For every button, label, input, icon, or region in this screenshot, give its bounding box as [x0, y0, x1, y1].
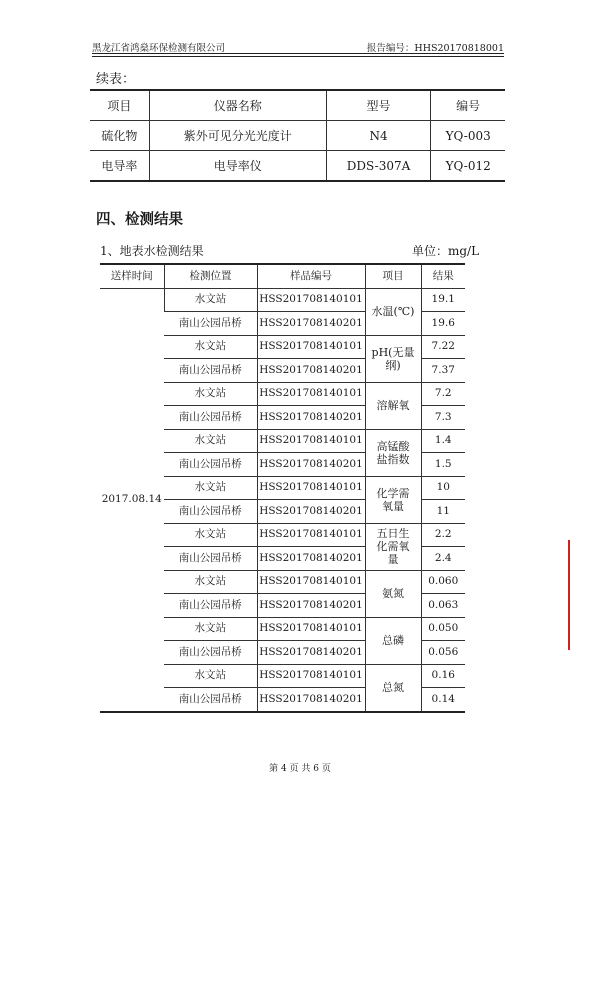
- location-cell: 南山公园吊桥: [164, 359, 257, 383]
- result-cell: 0.050: [421, 617, 465, 641]
- sample-id-cell: HSS201708140201: [257, 500, 365, 524]
- sample-id-cell: HSS201708140201: [257, 453, 365, 477]
- result-cell: 0.060: [421, 570, 465, 594]
- result-cell: 1.5: [421, 453, 465, 477]
- sample-id-cell: HSS201708140101: [257, 570, 365, 594]
- column-header: 项目: [107, 99, 132, 113]
- sample-id-cell: HSS201708140101: [257, 617, 365, 641]
- parameter-cell: 水温(℃): [365, 288, 421, 335]
- location-cell: 水文站: [164, 382, 257, 406]
- location-cell: 南山公园吊桥: [164, 312, 257, 336]
- location-cell: 南山公园吊桥: [164, 453, 257, 477]
- location-cell: 南山公园吊桥: [164, 594, 257, 618]
- sample-id-cell: HSS201708140101: [257, 664, 365, 688]
- sample-id-cell: HSS201708140101: [257, 288, 365, 312]
- parameter-cell: pH(无量纲): [365, 335, 421, 382]
- parameter-cell: 氨氮: [365, 570, 421, 617]
- table-cell: 硫化物: [90, 121, 149, 151]
- unit-label: 单位：mg/L: [412, 244, 480, 258]
- table-cell: 紫外可见分光光度计: [149, 121, 326, 151]
- column-header: 项目: [365, 264, 421, 288]
- table-row: [100, 288, 465, 312]
- table-cell: 电导率: [90, 151, 149, 182]
- location-cell: 水文站: [164, 476, 257, 500]
- location-cell: 水文站: [164, 523, 257, 547]
- location-cell: 南山公园吊桥: [164, 547, 257, 571]
- sample-id-cell: HSS201708140201: [257, 406, 365, 430]
- result-cell: 1.4: [421, 429, 465, 453]
- result-cell: 10: [421, 476, 465, 500]
- table-cell: YQ-003: [431, 121, 505, 151]
- location-cell: 南山公园吊桥: [164, 641, 257, 665]
- instrument-table: [90, 89, 505, 182]
- table-header-row: [90, 90, 505, 121]
- sample-id-cell: HSS201708140101: [257, 382, 365, 406]
- result-cell: 0.16: [421, 664, 465, 688]
- location-cell: 水文站: [164, 429, 257, 453]
- parameter-cell: 总磷: [365, 617, 421, 664]
- sample-id-cell: HSS201708140101: [257, 476, 365, 500]
- result-cell: 7.3: [421, 406, 465, 430]
- page-header: [92, 40, 504, 54]
- column-header: 检测位置: [164, 264, 257, 288]
- table-row: [90, 121, 505, 151]
- sample-id-cell: HSS201708140101: [257, 429, 365, 453]
- sample-id-cell: HSS201708140201: [257, 312, 365, 336]
- header-rule: [92, 53, 504, 54]
- result-cell: 0.063: [421, 594, 465, 618]
- company-name: 黑龙江省鸿燊环保检测有限公司: [92, 43, 226, 54]
- sample-id-cell: HSS201708140201: [257, 359, 365, 383]
- result-cell: 19.6: [421, 312, 465, 336]
- table-cell: YQ-012: [431, 151, 505, 182]
- results-table: [100, 263, 465, 713]
- column-header: 型号: [326, 90, 431, 121]
- location-cell: 水文站: [164, 617, 257, 641]
- result-cell: 11: [421, 500, 465, 524]
- location-cell: 水文站: [164, 570, 257, 594]
- report-number: 报告编号：HHS20170818001: [366, 43, 504, 54]
- table-cell: N4: [326, 121, 431, 151]
- sample-id-cell: HSS201708140101: [257, 335, 365, 359]
- section-title: 四、检测结果: [96, 211, 183, 228]
- sample-id-cell: HSS201708140101: [257, 523, 365, 547]
- parameter-cell: 化学需氧量: [365, 476, 421, 523]
- column-header: 仪器名称: [149, 90, 326, 121]
- header-rule: [92, 56, 504, 57]
- table-row: [90, 151, 505, 182]
- location-cell: 水文站: [164, 335, 257, 359]
- red-seal-stamp: [568, 540, 600, 650]
- sample-id-cell: HSS201708140201: [257, 547, 365, 571]
- result-cell: 0.056: [421, 641, 465, 665]
- results-table-body: [100, 264, 465, 712]
- table-cell: DDS-307A: [326, 151, 431, 182]
- sample-id-cell: HSS201708140201: [257, 688, 365, 712]
- continued-label: 续表：: [96, 72, 136, 87]
- parameter-cell: 高锰酸盐指数: [365, 429, 421, 476]
- location-cell: 南山公园吊桥: [164, 688, 257, 712]
- result-cell: 7.2: [421, 382, 465, 406]
- sampling-date-cell: 2017.08.14: [100, 288, 164, 712]
- column-header: 结果: [421, 264, 465, 288]
- result-cell: 7.37: [421, 359, 465, 383]
- column-header: 送样时间: [110, 269, 153, 282]
- sample-id-cell: HSS201708140201: [257, 594, 365, 618]
- page-footer: 第 4 页 共 6 页: [269, 764, 331, 774]
- column-header: 编号: [431, 90, 505, 121]
- result-cell: 2.4: [421, 547, 465, 571]
- table-cell: 电导率仪: [149, 151, 326, 182]
- location-cell: 南山公园吊桥: [164, 406, 257, 430]
- column-header: 样品编号: [257, 264, 365, 288]
- subsection-title: 1、地表水检测结果: [100, 244, 204, 258]
- parameter-cell: 溶解氧: [365, 382, 421, 429]
- parameter-cell: 总氮: [365, 664, 421, 712]
- parameter-cell: 五日生化需氧量: [365, 523, 421, 570]
- table-header-row: [100, 264, 465, 288]
- result-cell: 7.22: [421, 335, 465, 359]
- location-cell: 南山公园吊桥: [164, 500, 257, 524]
- location-cell: 水文站: [164, 664, 257, 688]
- sample-id-cell: HSS201708140201: [257, 641, 365, 665]
- result-cell: 19.1: [421, 288, 465, 312]
- result-cell: 2.2: [421, 523, 465, 547]
- location-cell: 水文站: [164, 288, 257, 312]
- result-cell: 0.14: [421, 688, 465, 712]
